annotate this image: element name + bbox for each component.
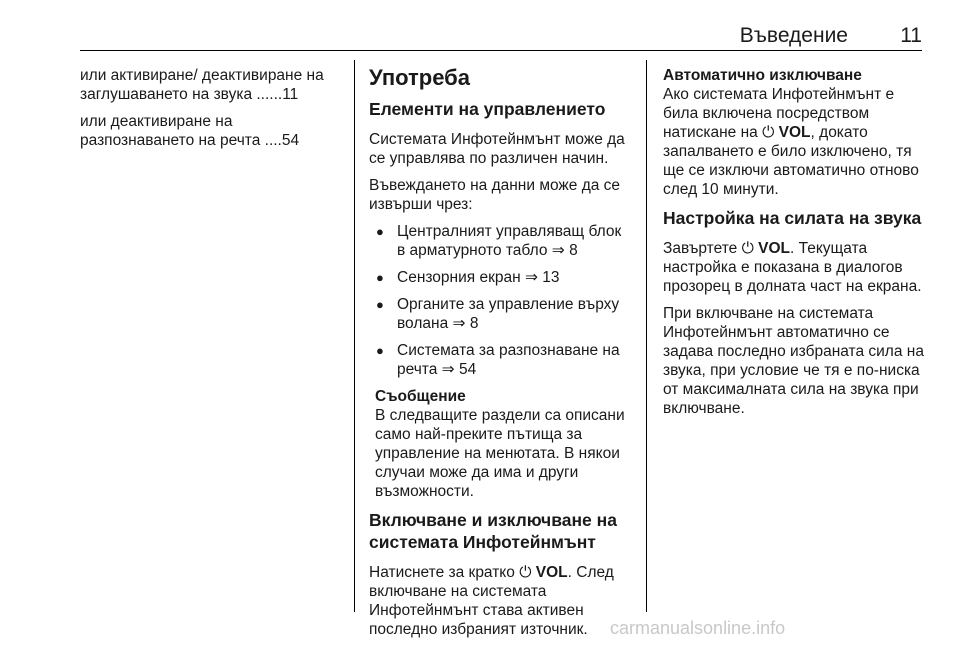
text-fragment: . След включване на системата Инфотейнмънт става активен последно избраният източник.	[369, 564, 614, 638]
subheading-volume: Настройка на силата на звука	[663, 208, 922, 228]
subheading-auto-off: Автоматично изключване	[663, 67, 862, 84]
column-middle	[369, 66, 632, 647]
column-divider-1	[354, 60, 355, 612]
power-icon: ⏻	[741, 240, 754, 257]
watermark: carmanualsonline.info	[610, 618, 786, 638]
page-title: Въведение	[739, 24, 848, 47]
power-icon: ⏻	[762, 124, 775, 141]
power-icon: ⏻	[519, 564, 532, 581]
column-right	[663, 66, 925, 426]
subheading-power-on-off: Включване и изключване на системата Инфотейнмънт	[369, 510, 617, 552]
header-rule	[80, 50, 922, 51]
page-reference[interactable]: 13	[542, 269, 560, 286]
text-fragment: . Текущата настройка е показана в диалогов прозорец в долната част на екрана.	[663, 240, 922, 295]
reference-arrow-icon: ⇒	[441, 361, 455, 378]
subheading-controls: Елементи на управлението	[369, 99, 606, 119]
page-reference[interactable]: 8	[569, 242, 578, 259]
text-fragment: Завъртете	[663, 240, 738, 257]
bullet-text: Органите за управление върху волана	[397, 296, 620, 332]
paragraph-power-on	[369, 563, 632, 639]
column-divider-2	[646, 60, 647, 612]
paragraph-volume	[663, 239, 925, 296]
text-fragment: Ако системата Инфотейнмънт е била включена посредством натискане на	[663, 86, 895, 141]
reference-arrow-icon: ⇒	[551, 242, 565, 259]
toc-entry-mute: или активиране/ деактивиране на заглушаването на звука ......11	[80, 67, 324, 103]
page-reference[interactable]: 54	[458, 361, 477, 378]
list-item	[369, 222, 632, 260]
paragraph-startup-volume: При включване на системата Инфотейнмънт автоматично се задава последно избраната сила на звука, при условие че тя е по-ниска от максималната сила на звука при включване.	[663, 305, 924, 417]
column-left	[80, 66, 342, 158]
list-item	[369, 341, 632, 379]
paragraph-input-intro: Въвеждането на данни може да се извърши чрез:	[369, 177, 621, 213]
paragraph-control-intro: Системата Инфотейнмънт може да се управлява по различен начин.	[369, 131, 625, 167]
text-fragment: , докато запалването е било изключено, тя ще се изключи автоматично отново след 10 минути.	[663, 124, 919, 198]
bullet-text: Системата за разпознаване на речта	[397, 342, 620, 378]
bullet-text: Централният управляващ блок в арматурното табло	[397, 223, 622, 259]
list-item	[369, 295, 632, 333]
section-heading-usage: Употреба	[369, 65, 471, 90]
key-label: VOL	[778, 124, 811, 141]
list-item	[369, 268, 632, 287]
note-title: Съобщение	[375, 388, 466, 405]
reference-arrow-icon: ⇒	[452, 315, 466, 332]
reference-arrow-icon: ⇒	[524, 269, 538, 286]
input-methods-list	[369, 222, 632, 379]
text-fragment: Натиснете за кратко	[369, 564, 515, 581]
paragraph-auto-off	[663, 85, 925, 199]
page-number: 11	[900, 24, 922, 47]
page-reference[interactable]: 8	[469, 315, 479, 332]
key-label: VOL	[535, 564, 568, 581]
bullet-text: Сензорния екран	[397, 269, 521, 286]
toc-entry-speech: или деактивиране на разпознаването на речта ....54	[80, 113, 300, 149]
key-label: VOL	[758, 240, 791, 257]
page-header	[0, 0, 960, 50]
note-text: В следващите раздели са описани само най-преките пътища за управление на менютата. В някои случаи може да има и други възможности.	[375, 407, 625, 500]
note-box	[369, 387, 632, 501]
